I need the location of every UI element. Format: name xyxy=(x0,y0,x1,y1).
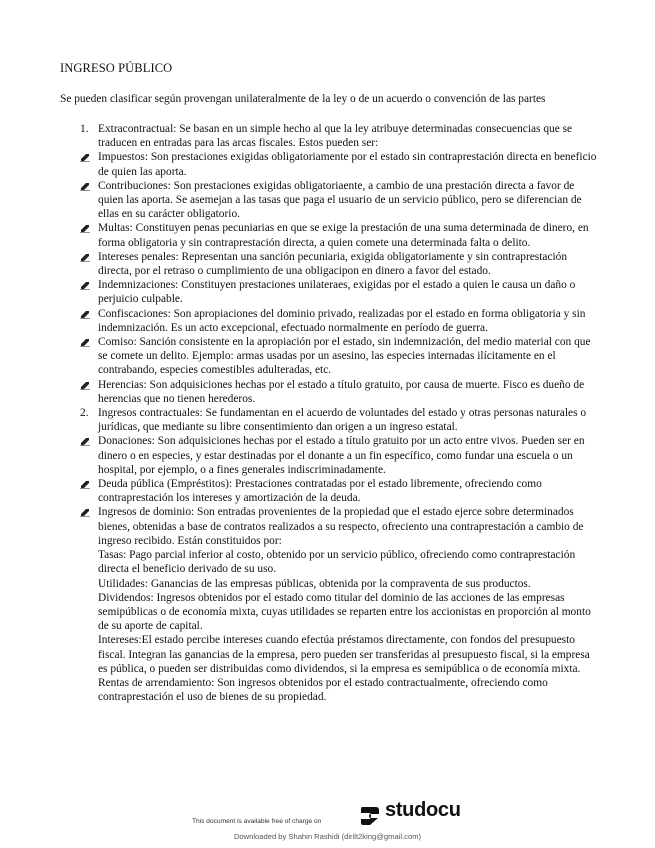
bullet-item xyxy=(60,378,600,406)
item-text: Donaciones: Son adquisiciones hechas por el estado a título gratuito por un acto entre vivos. Pueden ser en dinero o en especies, y estar destinadas por el donante a un fin específico, como fundar una escuela o un hospital, por ejemplo, o a fines generales indiscriminadamente. xyxy=(98,435,585,476)
sub-item: Utilidades: Ganancias de las empresas públicas, obtenida por la compraventa de sus productos. xyxy=(98,577,531,590)
pen-bullet-icon xyxy=(80,153,90,162)
bullet-item xyxy=(60,278,600,306)
bullet-item xyxy=(60,335,600,378)
bullet-item xyxy=(60,477,600,505)
pen-bullet-icon xyxy=(80,508,90,517)
download-note: Downloaded by Shahin Rashidi (dirilt2king@gmail.com) xyxy=(233,832,422,841)
pen-bullet-icon xyxy=(80,338,90,347)
item-number: 2. xyxy=(80,407,89,420)
item-text: Intereses penales: Representan una sanción pecuniaria, exigida obligatoriamente y sin contraprestación directa, por el retraso o cumplimiento de una obligacipon en dinero a favor del estado. xyxy=(98,250,568,278)
pen-bullet-icon xyxy=(80,480,90,489)
item-text: Ingresos contractuales: Se fundamentan en el acuerdo de voluntades del estado y otras personas naturales o jurídicas, que mediante su libre consentimiento dan origen a un ingreso estatal. xyxy=(98,407,587,434)
item-text: Multas: Constituyen penas pecuniarias en que se exige la prestación de una suma determinada de dinero, en forma obligatoria y sin contraprestación directa, a quien comete una determinada falta o delito. xyxy=(98,222,589,249)
item-text: Herencias: Son adquisiciones hechas por el estado a título gratuito, por causa de muerte. Fisco es dueño de herencias que no tienen herederos. xyxy=(98,378,585,405)
bullet-item xyxy=(60,250,600,278)
bullet-item xyxy=(60,307,600,335)
sub-item: Rentas de arrendamiento: Son ingresos obtenidos por el estado contractualmente, ofreciendo como contraprestación el uso de bienes de su propiedad. xyxy=(98,676,548,704)
sub-item: Dividendos: Ingresos obtenidos por el estado como titular del dominio de las acciones de las empresas semipúblicas o de economía mixta, cuyas utilidades se reparten entre los accionistas en proporción al monto de su aporte de capital. xyxy=(98,591,591,633)
item-text: Deuda pública (Empréstitos): Prestaciones contratadas por el estado libremente, ofreciendo como contraprestación los intereses y amortización de la deuda. xyxy=(98,478,542,505)
pen-bullet-icon xyxy=(80,381,90,390)
item-text: Contribuciones: Son prestaciones exigidas obligatoriaente, a cambio de una prestación directa a favor de quien las aporta. Se asemejan a las tasas que paga el usuario de un servicio público, pero se diferencian de ellas en su carácter obligatorio. xyxy=(98,179,582,221)
item-text: Ingresos de dominio: Son entradas provenientes de la propiedad que el estado ejerce sobre determinados bienes, obtenidas a base de contratos realizados a su respecto, ofreciento una contraprestación a cambio de ingreso recibido. Están constituidos por: xyxy=(98,506,584,547)
bullet-item xyxy=(60,150,600,178)
numbered-item xyxy=(60,122,600,150)
item-text: Indemnizaciones: Constituyen prestaciones unilateraes, exigidas por el estado a quien le causa un daño o perjuicio culpable. xyxy=(98,279,576,306)
item-number: 1. xyxy=(80,123,89,135)
intro-paragraph: Se pueden clasificar según provengan unilateralmente de la ley o de un acuerdo o convención de las partes xyxy=(60,93,546,105)
pen-bullet-icon xyxy=(80,224,90,233)
item-text: Extracontractual: Se basan en un simple hecho al que la ley atribuye determinadas consecuencias que se traducen en entradas para las arcas fiscales. Estos pueden ser: xyxy=(98,123,573,150)
pen-bullet-icon xyxy=(80,437,90,446)
bullet-item xyxy=(60,179,600,222)
sub-item: Intereses:El estado percibe intereses cuando efectúa préstamos directamente, con fondos del presupuesto fiscal. Integran las ganancias de la empresa, pero pueden ser transferidas al presupuesto fiscal, si la empresa es pública, o pueden ser distribuidas como dividendos, si la empresa es semipública o de economía mixta. xyxy=(98,634,590,675)
document-title: INGRESO PÚBLICO xyxy=(60,61,173,75)
pen-bullet-icon xyxy=(80,281,90,290)
numbered-item xyxy=(60,406,600,434)
item-text: Confiscaciones: Son apropiaciones del dominio privado, realizadas por el estado en forma obligatoria y sin indemnización. Es un acto excepcional, efectuado normalmente en período de guerra. xyxy=(98,307,586,334)
bullet-item xyxy=(60,505,600,548)
sub-item: Tasas: Pago parcial inferior al costo, obtenido por un servicio público, ofreciendo como contraprestación directa el beneficio derivado de su uso. xyxy=(98,549,576,576)
footer xyxy=(0,800,655,848)
item-text: Impuestos: Son prestaciones exigidas obligatoriamente por el estado sin contraprestación directa en beneficio de quien las aporta. xyxy=(98,151,597,178)
bullet-item xyxy=(60,434,600,477)
pen-bullet-icon xyxy=(80,253,90,262)
studocu-logo-icon[interactable] xyxy=(358,804,382,828)
content-list xyxy=(60,122,600,704)
pen-bullet-icon xyxy=(80,310,90,319)
pen-bullet-icon xyxy=(80,182,90,191)
studocu-brand[interactable]: studocu xyxy=(385,799,461,821)
bullet-item xyxy=(60,221,600,249)
item-text: Comiso: Sanción consistente en la apropiación por el estado, sin indemnización, del medio material con que se comete un delito. Ejemplo: armas usadas por un asesino, las especies internadas ilícitamente en el contrabando, especies comestibles adulteradas, etc. xyxy=(98,336,591,377)
availability-note: This document is available free of charge on xyxy=(192,818,322,825)
